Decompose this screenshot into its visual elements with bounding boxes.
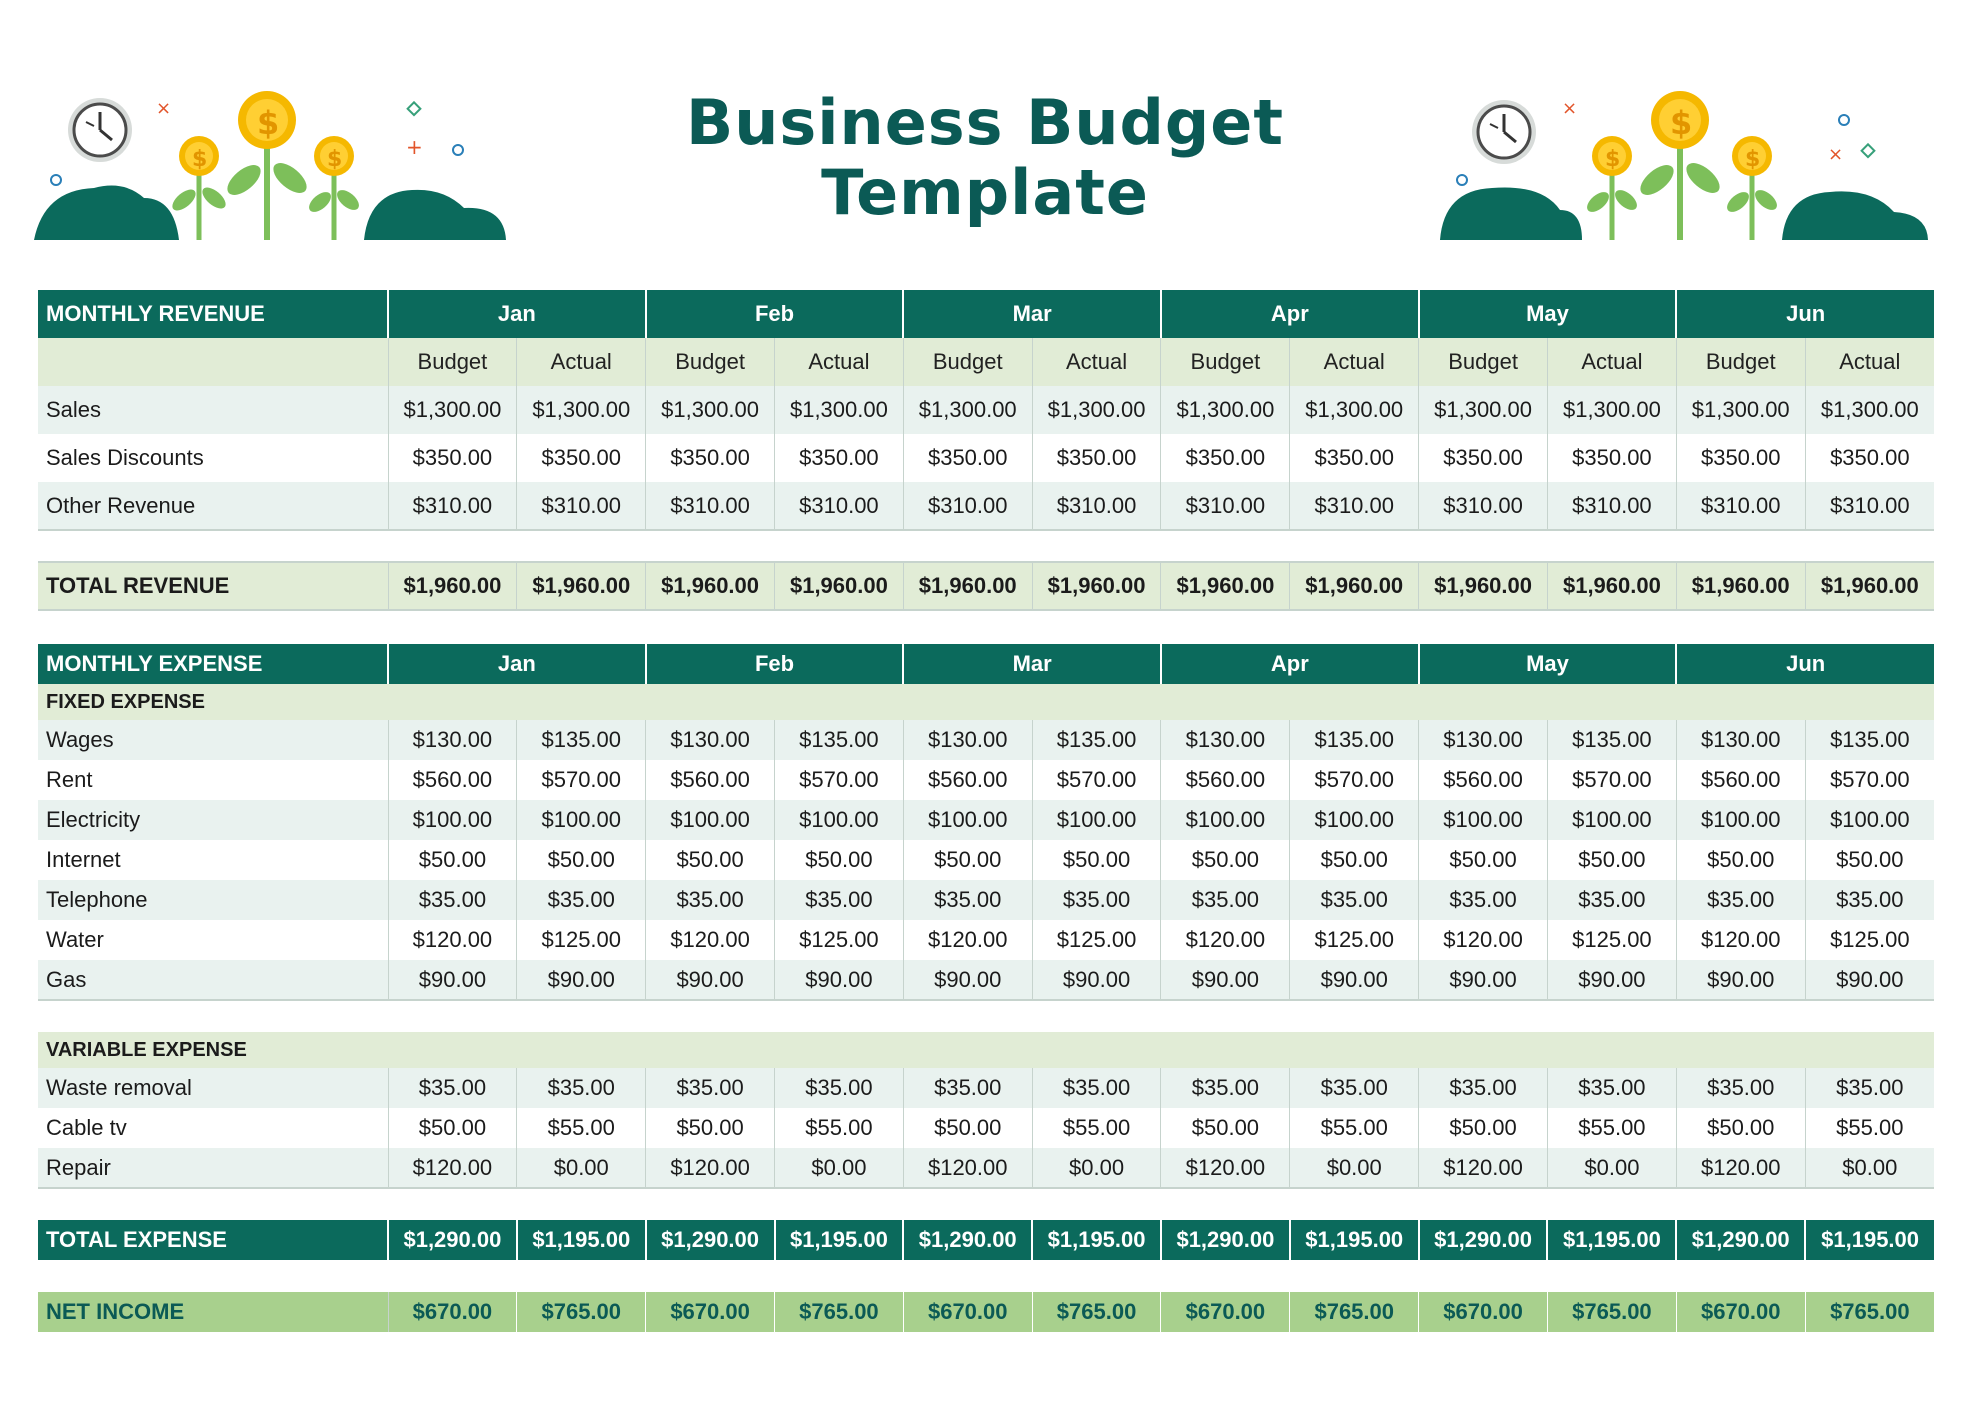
budget-cell-feb: $560.00 [646,760,775,800]
budget-cell-mar: $350.00 [903,434,1032,482]
row-label: Sales Discounts [38,434,388,482]
total-revenue-row [38,562,1934,610]
budget-cell-jun: $310.00 [1676,482,1805,530]
budget-cell-feb: $120.00 [646,920,775,960]
budget-cell-feb: $35.00 [646,1068,775,1108]
budget-cell-apr: $1,300.00 [1161,386,1290,434]
actual-cell-jan: $135.00 [517,720,646,760]
expense-header-label: MONTHLY EXPENSE [38,644,388,684]
budget-cell-feb: $35.00 [646,880,775,920]
row-label: Rent [38,760,388,800]
actual-cell-jan: $125.00 [517,920,646,960]
actual-cell-feb: $1,300.00 [775,386,904,434]
actual-cell-mar: $55.00 [1032,1108,1161,1148]
budget-cell-jan: $1,300.00 [388,386,517,434]
budget-cell-jun: $1,960.00 [1676,562,1805,610]
fixed-expense-row [38,880,1934,920]
budget-label: Budget [646,338,775,386]
actual-cell-feb: $90.00 [775,960,904,1000]
actual-cell-may: $350.00 [1547,434,1676,482]
actual-cell-jan: $50.00 [517,840,646,880]
row-label: Waste removal [38,1068,388,1108]
revenue-header-row [38,290,1934,338]
row-label: TOTAL REVENUE [38,562,388,610]
svg-text:$: $ [257,104,280,142]
fixed-expense-row [38,960,1934,1000]
budget-cell-jan: $35.00 [388,880,517,920]
actual-cell-may: $765.00 [1547,1292,1676,1332]
budget-cell-mar: $670.00 [903,1292,1032,1332]
actual-cell-feb: $100.00 [775,800,904,840]
budget-cell-jun: $130.00 [1676,720,1805,760]
budget-actual-subheader-row [38,338,1934,386]
actual-cell-mar: $35.00 [1032,1068,1161,1108]
revenue-row [38,434,1934,482]
budget-cell-jan: $100.00 [388,800,517,840]
budget-cell-may: $350.00 [1419,434,1548,482]
title-line-2: Template [821,156,1149,229]
fixed-expense-row [38,800,1934,840]
budget-cell-jun: $90.00 [1676,960,1805,1000]
actual-cell-jan: $35.00 [517,1068,646,1108]
actual-cell-jun: $35.00 [1805,880,1934,920]
title-line-1: Business Budget [686,86,1284,159]
fixed-expense-row [38,760,1934,800]
svg-text:$: $ [1605,147,1621,172]
budget-cell-apr: $120.00 [1161,920,1290,960]
budget-cell-jan: $90.00 [388,960,517,1000]
actual-label: Actual [1547,338,1676,386]
budget-cell-mar: $130.00 [903,720,1032,760]
budget-cell-feb: $50.00 [646,1108,775,1148]
variable-expense-row [38,1148,1934,1188]
budget-cell-jan: $1,960.00 [388,562,517,610]
actual-cell-apr: $1,300.00 [1290,386,1419,434]
budget-cell-feb: $1,290.00 [646,1220,775,1260]
svg-text:$: $ [1745,147,1761,172]
spacer-row [38,1000,1934,1032]
svg-text:$: $ [327,147,343,172]
budget-label: Budget [1419,338,1548,386]
budget-cell-may: $35.00 [1419,1068,1548,1108]
actual-cell-jan: $1,195.00 [517,1220,646,1260]
budget-cell-apr: $130.00 [1161,720,1290,760]
budget-cell-apr: $310.00 [1161,482,1290,530]
budget-cell-feb: $310.00 [646,482,775,530]
decoration-right [1432,80,1932,240]
fixed-expense-label: FIXED EXPENSE [38,684,1934,720]
month-header-mar: Mar [903,290,1161,338]
row-label: Wages [38,720,388,760]
actual-cell-jan: $100.00 [517,800,646,840]
svg-text:$: $ [192,147,208,172]
budget-cell-jan: $120.00 [388,1148,517,1188]
actual-cell-may: $1,300.00 [1547,386,1676,434]
clock-icon [1472,100,1536,164]
budget-cell-jun: $1,300.00 [1676,386,1805,434]
actual-cell-may: $35.00 [1547,880,1676,920]
actual-cell-jan: $350.00 [517,434,646,482]
budget-label: Budget [388,338,517,386]
budget-cell-feb: $1,300.00 [646,386,775,434]
actual-cell-mar: $35.00 [1032,880,1161,920]
budget-cell-apr: $1,290.00 [1161,1220,1290,1260]
actual-cell-jun: $310.00 [1805,482,1934,530]
actual-cell-mar: $125.00 [1032,920,1161,960]
actual-cell-may: $90.00 [1547,960,1676,1000]
budget-cell-jun: $35.00 [1676,1068,1805,1108]
spacer-row [38,530,1934,562]
row-label: Water [38,920,388,960]
budget-cell-jan: $50.00 [388,1108,517,1148]
actual-cell-jan: $1,300.00 [517,386,646,434]
actual-cell-mar: $350.00 [1032,434,1161,482]
budget-cell-may: $670.00 [1419,1292,1548,1332]
actual-cell-feb: $35.00 [775,880,904,920]
budget-cell-may: $560.00 [1419,760,1548,800]
revenue-row [38,482,1934,530]
month-header-apr: Apr [1161,290,1419,338]
coin-flower-icon [169,91,363,240]
actual-cell-feb: $765.00 [775,1292,904,1332]
budget-cell-jan: $35.00 [388,1068,517,1108]
fixed-expense-row [38,720,1934,760]
page-title [560,88,1410,228]
actual-cell-mar: $310.00 [1032,482,1161,530]
actual-cell-jan: $35.00 [517,880,646,920]
actual-cell-jun: $0.00 [1805,1148,1934,1188]
row-label: Internet [38,840,388,880]
variable-expense-label: VARIABLE EXPENSE [38,1032,1934,1068]
actual-cell-mar: $570.00 [1032,760,1161,800]
actual-cell-apr: $765.00 [1290,1292,1419,1332]
budget-cell-mar: $310.00 [903,482,1032,530]
actual-cell-jun: $570.00 [1805,760,1934,800]
budget-cell-apr: $1,960.00 [1161,562,1290,610]
budget-cell-feb: $1,960.00 [646,562,775,610]
actual-cell-may: $310.00 [1547,482,1676,530]
budget-cell-jun: $350.00 [1676,434,1805,482]
subheader-blank [38,338,388,386]
budget-cell-may: $100.00 [1419,800,1548,840]
budget-cell-may: $1,960.00 [1419,562,1548,610]
budget-cell-mar: $1,960.00 [903,562,1032,610]
actual-cell-feb: $1,960.00 [775,562,904,610]
budget-cell-feb: $50.00 [646,840,775,880]
actual-cell-apr: $35.00 [1290,1068,1419,1108]
budget-cell-mar: $90.00 [903,960,1032,1000]
actual-cell-apr: $55.00 [1290,1108,1419,1148]
budget-cell-may: $120.00 [1419,1148,1548,1188]
budget-cell-may: $50.00 [1419,840,1548,880]
actual-cell-feb: $350.00 [775,434,904,482]
budget-cell-mar: $35.00 [903,1068,1032,1108]
month-header-may: May [1419,644,1677,684]
actual-cell-mar: $1,300.00 [1032,386,1161,434]
budget-cell-mar: $35.00 [903,880,1032,920]
svg-text:×: × [1828,144,1844,165]
month-header-mar: Mar [903,644,1161,684]
actual-cell-may: $50.00 [1547,840,1676,880]
actual-cell-jun: $765.00 [1805,1292,1934,1332]
actual-cell-may: $570.00 [1547,760,1676,800]
budget-cell-mar: $1,300.00 [903,386,1032,434]
row-label: Repair [38,1148,388,1188]
row-label: Gas [38,960,388,1000]
clock-icon [68,98,132,162]
actual-cell-apr: $1,195.00 [1290,1220,1419,1260]
budget-cell-feb: $350.00 [646,434,775,482]
budget-cell-feb: $130.00 [646,720,775,760]
svg-text:$: $ [1670,104,1693,142]
actual-cell-apr: $310.00 [1290,482,1419,530]
budget-cell-may: $1,300.00 [1419,386,1548,434]
actual-cell-mar: $0.00 [1032,1148,1161,1188]
spacer-row [38,1188,1934,1220]
actual-cell-jan: $765.00 [517,1292,646,1332]
month-header-jun: Jun [1676,644,1934,684]
budget-cell-mar: $1,290.00 [903,1220,1032,1260]
budget-cell-jun: $560.00 [1676,760,1805,800]
budget-cell-apr: $35.00 [1161,880,1290,920]
budget-cell-feb: $670.00 [646,1292,775,1332]
budget-label: Budget [1676,338,1805,386]
budget-cell-apr: $35.00 [1161,1068,1290,1108]
actual-cell-may: $100.00 [1547,800,1676,840]
actual-cell-may: $0.00 [1547,1148,1676,1188]
actual-cell-jun: $125.00 [1805,920,1934,960]
budget-cell-feb: $90.00 [646,960,775,1000]
actual-cell-may: $1,960.00 [1547,562,1676,610]
expense-header-row [38,644,1934,684]
budget-cell-may: $130.00 [1419,720,1548,760]
month-header-jun: Jun [1676,290,1934,338]
coin-flower-icon [1584,91,1781,240]
actual-cell-apr: $100.00 [1290,800,1419,840]
budget-cell-jun: $120.00 [1676,1148,1805,1188]
budget-cell-may: $310.00 [1419,482,1548,530]
decoration-left [34,80,514,240]
month-header-apr: Apr [1161,644,1419,684]
revenue-table [38,290,1934,611]
bush-icon [1440,187,1928,240]
actual-cell-mar: $1,960.00 [1032,562,1161,610]
budget-cell-jun: $670.00 [1676,1292,1805,1332]
budget-cell-may: $120.00 [1419,920,1548,960]
actual-cell-apr: $135.00 [1290,720,1419,760]
row-label: NET INCOME [38,1292,388,1332]
budget-cell-jan: $670.00 [388,1292,517,1332]
budget-cell-mar: $50.00 [903,840,1032,880]
budget-cell-jan: $130.00 [388,720,517,760]
spacer-row [38,1260,1934,1292]
budget-cell-jun: $35.00 [1676,880,1805,920]
budget-cell-apr: $50.00 [1161,840,1290,880]
actual-cell-apr: $350.00 [1290,434,1419,482]
svg-text:+: + [406,135,423,159]
actual-cell-may: $125.00 [1547,920,1676,960]
svg-text:×: × [1562,98,1578,119]
actual-cell-jan: $90.00 [517,960,646,1000]
actual-cell-apr: $90.00 [1290,960,1419,1000]
actual-cell-apr: $570.00 [1290,760,1419,800]
budget-label: Budget [1161,338,1290,386]
expense-table [38,644,1934,1332]
budget-cell-mar: $50.00 [903,1108,1032,1148]
actual-cell-feb: $310.00 [775,482,904,530]
actual-cell-feb: $55.00 [775,1108,904,1148]
fixed-expense-row [38,920,1934,960]
budget-cell-apr: $90.00 [1161,960,1290,1000]
revenue-header-label: MONTHLY REVENUE [38,290,388,338]
budget-cell-mar: $560.00 [903,760,1032,800]
actual-cell-feb: $50.00 [775,840,904,880]
actual-cell-may: $55.00 [1547,1108,1676,1148]
row-label: Sales [38,386,388,434]
budget-cell-mar: $120.00 [903,920,1032,960]
actual-label: Actual [1805,338,1934,386]
actual-label: Actual [1032,338,1161,386]
actual-cell-jan: $1,960.00 [517,562,646,610]
month-header-jan: Jan [388,644,646,684]
actual-cell-feb: $135.00 [775,720,904,760]
fixed-expense-section-row [38,684,1934,720]
row-label: Cable tv [38,1108,388,1148]
actual-cell-apr: $0.00 [1290,1148,1419,1188]
actual-cell-may: $135.00 [1547,720,1676,760]
budget-cell-may: $1,290.00 [1419,1220,1548,1260]
actual-cell-may: $35.00 [1547,1068,1676,1108]
actual-cell-jun: $1,195.00 [1805,1220,1934,1260]
actual-cell-mar: $90.00 [1032,960,1161,1000]
month-header-feb: Feb [646,290,904,338]
budget-cell-jun: $1,290.00 [1676,1220,1805,1260]
actual-cell-mar: $765.00 [1032,1292,1161,1332]
actual-cell-jan: $55.00 [517,1108,646,1148]
revenue-row [38,386,1934,434]
actual-cell-jun: $350.00 [1805,434,1934,482]
budget-cell-jun: $120.00 [1676,920,1805,960]
fixed-expense-row [38,840,1934,880]
budget-cell-apr: $100.00 [1161,800,1290,840]
budget-cell-jan: $1,290.00 [388,1220,517,1260]
budget-cell-jan: $120.00 [388,920,517,960]
svg-text:×: × [156,98,172,119]
actual-cell-mar: $135.00 [1032,720,1161,760]
budget-cell-may: $35.00 [1419,880,1548,920]
actual-cell-jun: $35.00 [1805,1068,1934,1108]
actual-label: Actual [1290,338,1419,386]
budget-cell-apr: $670.00 [1161,1292,1290,1332]
actual-cell-jun: $50.00 [1805,840,1934,880]
actual-cell-jan: $570.00 [517,760,646,800]
total-expense-row [38,1220,1934,1260]
actual-cell-may: $1,195.00 [1547,1220,1676,1260]
budget-cell-jun: $100.00 [1676,800,1805,840]
actual-cell-jun: $100.00 [1805,800,1934,840]
actual-cell-mar: $50.00 [1032,840,1161,880]
budget-cell-jan: $350.00 [388,434,517,482]
actual-cell-jun: $135.00 [1805,720,1934,760]
budget-cell-apr: $50.00 [1161,1108,1290,1148]
budget-cell-mar: $100.00 [903,800,1032,840]
variable-expense-section-row [38,1032,1934,1068]
actual-cell-apr: $50.00 [1290,840,1419,880]
actual-cell-feb: $1,195.00 [775,1220,904,1260]
budget-cell-may: $90.00 [1419,960,1548,1000]
actual-cell-apr: $35.00 [1290,880,1419,920]
actual-label: Actual [775,338,904,386]
actual-cell-feb: $570.00 [775,760,904,800]
budget-cell-jan: $560.00 [388,760,517,800]
actual-cell-jun: $1,300.00 [1805,386,1934,434]
budget-cell-mar: $120.00 [903,1148,1032,1188]
budget-cell-feb: $100.00 [646,800,775,840]
row-label: TOTAL EXPENSE [38,1220,388,1260]
budget-cell-jan: $310.00 [388,482,517,530]
net-income-row [38,1292,1934,1332]
actual-cell-feb: $0.00 [775,1148,904,1188]
budget-cell-may: $50.00 [1419,1108,1548,1148]
month-header-jan: Jan [388,290,646,338]
actual-cell-mar: $1,195.00 [1032,1220,1161,1260]
month-header-feb: Feb [646,644,904,684]
actual-cell-feb: $125.00 [775,920,904,960]
budget-cell-jan: $50.00 [388,840,517,880]
budget-cell-apr: $560.00 [1161,760,1290,800]
actual-cell-jun: $55.00 [1805,1108,1934,1148]
actual-cell-apr: $1,960.00 [1290,562,1419,610]
actual-cell-jun: $1,960.00 [1805,562,1934,610]
variable-expense-row [38,1068,1934,1108]
row-label: Other Revenue [38,482,388,530]
budget-cell-jun: $50.00 [1676,840,1805,880]
variable-expense-row [38,1108,1934,1148]
actual-cell-apr: $125.00 [1290,920,1419,960]
actual-cell-jan: $0.00 [517,1148,646,1188]
row-label: Telephone [38,880,388,920]
budget-label: Budget [903,338,1032,386]
row-label: Electricity [38,800,388,840]
actual-cell-mar: $100.00 [1032,800,1161,840]
actual-cell-jan: $310.00 [517,482,646,530]
budget-cell-apr: $350.00 [1161,434,1290,482]
budget-cell-jun: $50.00 [1676,1108,1805,1148]
actual-cell-feb: $35.00 [775,1068,904,1108]
budget-cell-apr: $120.00 [1161,1148,1290,1188]
month-header-may: May [1419,290,1677,338]
actual-label: Actual [517,338,646,386]
budget-cell-feb: $120.00 [646,1148,775,1188]
actual-cell-jun: $90.00 [1805,960,1934,1000]
